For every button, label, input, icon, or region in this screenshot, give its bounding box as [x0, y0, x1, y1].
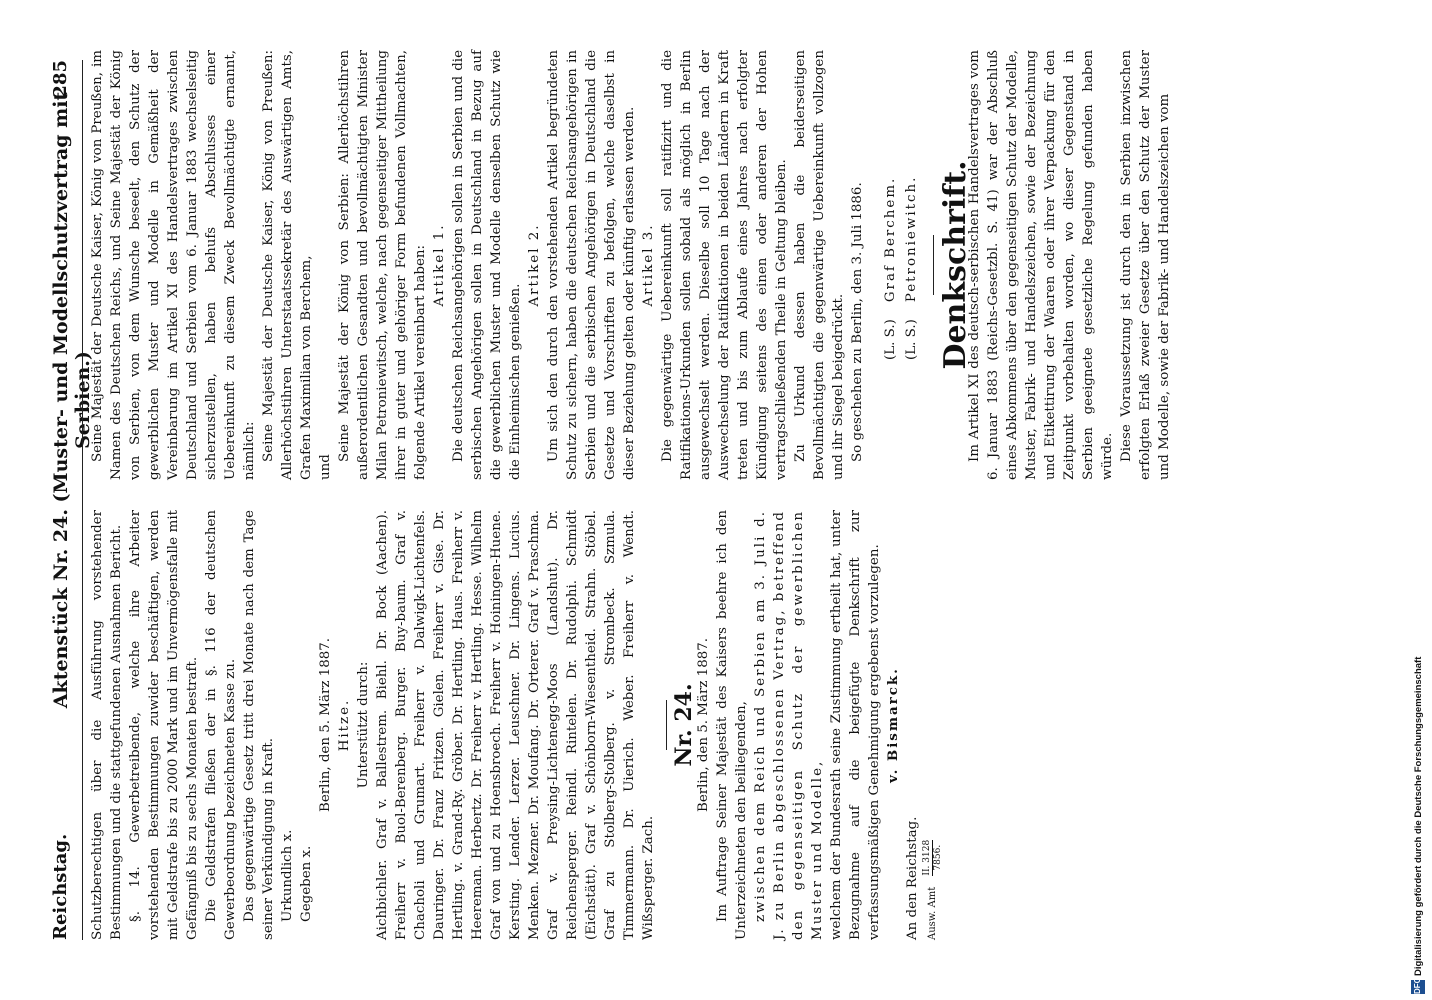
- stamp-denominator: 7856.: [933, 844, 943, 871]
- paragraph: Die Geldstrafen fließen der in §. 116 der deutschen Gewerbeordnung bezeichneten Kasse zu.: [204, 510, 238, 940]
- seal-mark: (L. S.): [904, 319, 919, 360]
- conjunction: und: [318, 454, 333, 480]
- header-rule: [82, 60, 83, 940]
- signer-name: Hitze.: [337, 698, 352, 752]
- plenipotentiary-germany: Seine Majestät der Deutsche Kaiser, König von Preußen: Allerhöchstihren Unterstaatssekretär des Auswärtigen Amts, Grafen Maximilian von Berchem,: [261, 50, 314, 480]
- dfg-logo: DFG: [1411, 980, 1425, 994]
- digitization-note: Digitalisierung gefördert durch die Deutsche Forschungsgemeinschaft: [1413, 656, 1424, 976]
- paragraph: Seine Majestät der Deutsche Kaiser, König von Preußen, im Namen des Deutschen Reichs, und Seine Majestät der König von Serbien, von dem Wunsche beseelt, den Schutz der gewerblichen Muster und Modelle in Gemäßheit der Vereinbarung im Artikel XI des Handelsvertrages zwischen Deutschland und Serbien vom 6. Januar 1883 wechselseitig sicherzustellen, haben behufs Abschlusses einer Uebereinkunft zu diesem Zweck Bevollmächtigte ernannt, nämlich:: [90, 50, 257, 480]
- left-column: [88, 510, 943, 940]
- paragraph-section-14: §. 14. Gewerbetreibende, welche ihre Arbeiter vorstehenden Bestimmungen zuwider beschäftigen, werden mit Geldstrafe bis zu 2000 Mark und im Unvermögensfalle mit Gefängniß bis zu sechs Monaten bestraft.: [128, 510, 200, 940]
- plenipotentiary-serbia: Seine Majestät der König von Serbien: Allerhöchstihren außerordentlichen Gesandten und bevollmächtigten Minister Milan Petroniewitsch, welche, nach gegenseitiger Mittheilung ihrer in guter und gehöriger Form befundenen Vollmachten, folgende Artikel vereinbart haben:: [337, 50, 428, 480]
- stamp: [922, 510, 943, 940]
- article-text: Die deutschen Reichsangehörigen sollen in Serbien und die serbischen Angehörigen sollen in Deutschland in Bezug auf die gewerblichen Muster und Modelle denselben Schutz wie die Einheimischen genießen.: [451, 50, 523, 480]
- signature-row: [902, 50, 921, 360]
- paragraph: Gegeben x.: [299, 845, 314, 922]
- signature-name: Petroniewitch.: [904, 175, 919, 303]
- article-heading: Artikel 1.: [432, 223, 447, 307]
- seal-mark: (L. S.): [883, 319, 898, 360]
- paragraph: welchem der Bundesrath seine Zustimmung ertheilt hat, unter Bezugnahme auf die beigefügte Denkschrift zur verfassungsmäßigen Genehmigung ergebenst vorzulegen.: [829, 510, 882, 940]
- paragraph: Im Artikel XI des deutsch-serbischen Handelsvertrages vom 6. Januar 1883 (Reichs-Gesetzbl. S. 41) war der Abschluß eines Abkommens über den gegenseitigen Schutz der Modelle, Muster, Fabrik- und Handelszeichen, sowie der Bezeichnung und Etikettirung der Waaren oder ihrer Verpackung für den Zeitpunkt vorbehalten worden, wo dieser Gegenstand in Serbien geeignete gesetzliche Regelung gefunden haben würde.: [967, 50, 1115, 480]
- stamp-label: Ausw. Amt: [927, 886, 938, 940]
- addressee: An den Reichstag.: [905, 816, 920, 940]
- separator: [666, 700, 667, 750]
- article-heading: Artikel 2.: [527, 223, 542, 307]
- article-heading: Artikel 3.: [641, 223, 656, 307]
- document-number: Nr. 24.: [671, 683, 697, 767]
- header-title: Aktenstück Nr. 24. (Muster- und Modellschutzvertrag mit Serbien.): [50, 91, 94, 709]
- page-number: 285: [50, 60, 71, 98]
- paragraph: Urkundlich x.: [280, 829, 295, 922]
- article-text: Um sich den durch den vorstehenden Artikel begründeten Schutz zu sichern, haben die deutschen Reichsangehörigen in Serbien und die serbischen Angehörigen in Deutschland die Gesetze und Vorschriften zu befolgen, welche daselbst in dieser Beziehung gelten oder künftig erlassen werden.: [546, 50, 637, 480]
- digitization-footer: [1408, 0, 1430, 1000]
- denkschrift-heading: Denkschrift.: [938, 160, 973, 370]
- stamp-number: [922, 840, 943, 876]
- stamp-numerator: II. 3128: [922, 839, 932, 876]
- signatures: [881, 50, 921, 480]
- date-line: Berlin, den 5. März 1887.: [318, 637, 333, 813]
- treaty-reference: zwischen dem Reich und Serbien am 3. Juli d. J. zu Berlin abgeschlossenen Vertrag, betreffend den gegenseitigen Schutz der gewerblichen Muster und Modelle,: [753, 510, 825, 940]
- supported-by-label: Unterstützt durch:: [356, 661, 371, 789]
- date-line: So geschehen zu Berlin, den 3. Juli 1886.: [850, 182, 865, 462]
- paragraph: Das gegenwärtige Gesetz tritt drei Monate nach dem Tage seiner Verkündigung in Kraft.: [242, 510, 276, 940]
- paragraph: Diese Voraussetzung ist durch den in Serbien inzwischen erfolgten Erlaß zweier Gesetze über den Schutz der Muster und Modelle, sowie der Fabrik- und Handelszeichen vom: [1119, 50, 1172, 480]
- paragraph: Im Auftrage Seiner Majestät des Kaisers beehre ich den Unterzeichneten den beiliegenden,: [715, 510, 749, 940]
- separator: [933, 235, 934, 295]
- paragraph: Schutzberechtigen über die Ausführung vorstehender Bestimmungen und die stattgefundenen Ausnahmen Bericht.: [90, 510, 124, 940]
- date-line: Berlin, den 5. März 1887.: [696, 637, 711, 813]
- signature-name: Graf Berchem.: [883, 176, 898, 303]
- paragraph: Zu Urkund dessen haben die beiderseitigen Bevollmächtigten die gegenwärtige Uebereinkunft vollzogen und ihr Siegel beigedrückt.: [793, 50, 846, 480]
- article-text: Die gegenwärtige Uebereinkunft soll ratifizirt und die Ratifikations-Urkunden sollen sobald als möglich in Berlin ausgewechselt werden. Dieselbe soll 10 Tage nach der Auswechselung der Ratifikationen in beiden Ländern in Kraft treten und bis zum Ablaufe eines Jahres nach erfolgter Kündigung seitens des einen oder anderen der Hohen vertragschließenden Theile in Geltung bleiben.: [660, 50, 789, 480]
- signature-row: [881, 50, 900, 360]
- signature: v. Bismarck.: [885, 667, 901, 783]
- running-header: [50, 60, 94, 940]
- right-column: [88, 50, 1174, 480]
- header-reichstag: Reichstag.: [50, 833, 71, 940]
- supporters-list: Aichbichler. Graf v. Ballestrem. Biehl. Dr. Bock (Aachen). Freiherr v. Buol-Berenberg. Burger. Buy-baum. Graf v. Chacholi und Grumart. Freiherr v. Dalwigk-Lichtenfels. Dauringer. Dr. Franz Fritzen. Gielen. Freiherr v. Gise. Dr. Hertling. v. Grand-Ry. Gröber. Dr. Hertling. Haus. Freiherr v. Heereman. Herbertz. Dr. Freiherr v. Hertling. Hesse. Wilhelm Graf von und zu Hoensbroech. Freiherr v. Hoiningen-Huene. Kersting. Lender. Lerzer. Leuschner. Dr. Lingens. Lucius. Menken. Mezner. Dr. Moufang. Dr. Orterer. Graf v. Praschma. Graf v. Preysing-Lichtenegg-Moos (Landshut). Dr. Reichensperger. Reindl. Rintelen. Dr. Rudolphi. Schmidt (Eichstätt). Graf v. Schönborn-Wiesentheid. Strahn. Stöbel. Graf zu Stolberg-Stolberg. v. Strombeck. Szmula. Timmermann. Dr. Uierich. Weber. Freiherr v. Wendt. Wißsperger. Zach.: [375, 510, 656, 940]
